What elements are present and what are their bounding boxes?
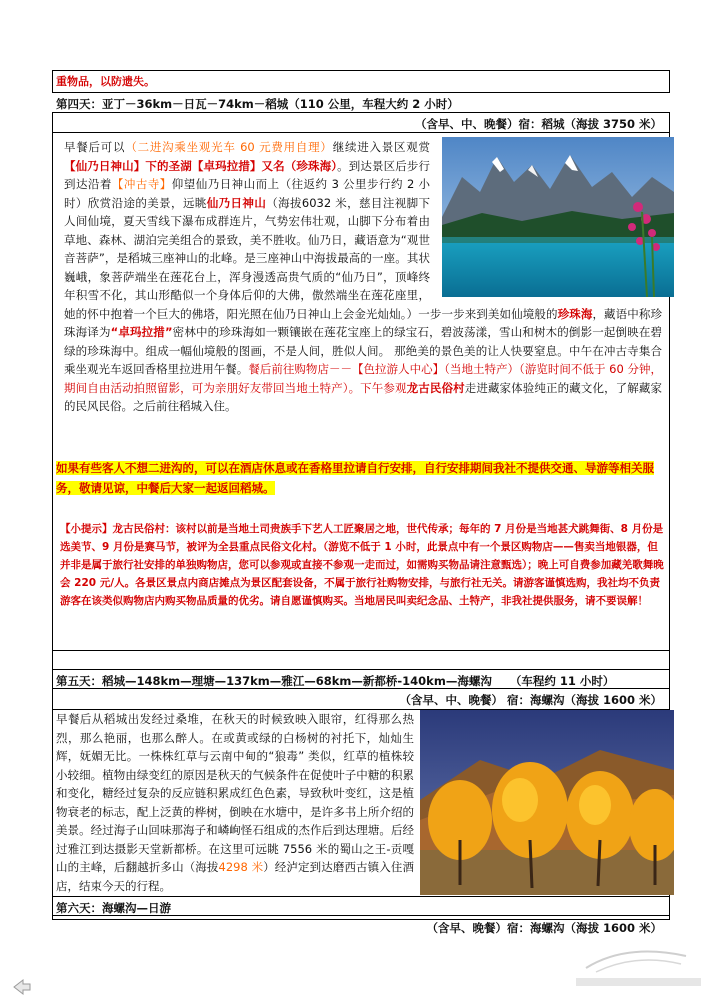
day4-text-4: 仰望仙乃日神山而上（往返约 3 公里步行约 2 小时）欣赏沿途的美景，远眺	[64, 177, 431, 210]
day4-shopping: 餐后前往购物店－－【色拉游人中心】（当地土特产）（游览时间不低于 60 分钟，期间自由活动拍照留影，可为亲朋好友带回当地土特产）。下午参观	[64, 362, 662, 395]
day4-text-7: 密林中的珍珠海如一颗镶嵌在莲花宝座上的绿宝石，碧波荡漾，雪山和树木的倒影一起倒映在碧绿的珍珠海中。组成一幅仙境般的图画，不是人间，胜似人间。 那绝美的景色美的让人快要窒息。中午在冲古寺集合乘坐观光车返回香格里拉进用午餐。	[64, 325, 662, 376]
watermark-logo	[566, 938, 706, 993]
day4-text-6: ，藏语中称珍珠海译为	[64, 306, 663, 339]
day5-route: 第五天：稻城—148km—理塘—137km—雅江—68km—新都桥-140km—海螺沟	[56, 674, 492, 688]
day4-spacer-row	[52, 650, 670, 651]
day5-meals: （含早、中、晚餐） 宿：海螺沟（海拔 1600 米）	[52, 689, 670, 710]
day4-mountain: 仙乃日神山	[206, 195, 267, 210]
day4-pearl-sea: 珍珠海	[557, 306, 593, 321]
day4-text-3: 。到达景区后步行到达沿着	[64, 158, 431, 191]
day4-tip: 【小提示】龙古民俗村：该村以前是当地土司贵族手下艺人工匠聚居之地，世代传承；每年的 7 月份是当地甚犬跳舞街、8 月份是选美节、9 月份是赛马节，被评为全县重点民俗文化村。（游览不低于 1 小时，此景点中有一个景区购物店——售卖当地银器，但并非是属于旅行社安排的单独购物店，您可以参观或直接不参观一走而过，如需购买物品请注意甄选）；晚上可自费参加藏羌歌舞晚会 220 元/人。各景区景点内商店摊点为景区配套设备，不属于旅行社购物安排，与旅行社无关。请游客谨慎选购，我社均不负责游客在该类似购物店内购买物品质量的优劣。请自愿谨慎购买。当地居民叫卖纪念品、土特产，非我社提供服务，请不要误解！	[60, 523, 664, 607]
day5-text-2: ）经泸定到达磨西古镇入住酒店，结束今天的行程。	[56, 860, 414, 893]
day4-holy-lake: 【仙乃日神山】下的圣湖【卓玛拉措】又名（珍珠海）	[64, 158, 338, 173]
day4-village: 龙古民俗村	[406, 380, 465, 395]
day4-warning: 如果有些客人不想二进沟的，可以在酒店休息或在香格里拉请自行安排，自行安排期间我社不提供交通、导游等相关服务，敬请见谅，中餐后大家一起返回稻城。	[56, 461, 654, 495]
day5-header	[52, 669, 670, 689]
day5-text-1: 早餐后从稻城出发经过桑堆，在秋天的时候致映入眼帘，红得那么热烈，那么艳丽，也那么醉人。在或黄或绿的白杨树的衬托下，灿灿生辉，妩媚无比。一株株红草与云南中甸的“狼毒” 类似，红草的植株较小较细。植物由绿变红的原因是秋天的气候条件在促使叶子中糖的积累和变化，糖经过复杂的反应链积累成红色色素，导致秋叶变红，这是植物衰老的标志，配上泛黄的桦树，倒映在水塘中，是许多书上所介绍的美景。经过海子山回味那海子和嶙峋怪石组成的杰作后到达理塘。后经过雅江到达摄影天堂新都桥。在这里可远眺 7556 米的蜀山之王-贡嘎山的主峰，后翻越折多山（海拔	[56, 712, 414, 874]
mountain-lake-photo	[442, 137, 674, 297]
day4-optional-fee: （二进沟乘坐观光车 60 元费用自理）	[125, 140, 333, 154]
day4-text-1: 早餐后可以	[64, 140, 126, 154]
day4-text-2: 继续进入景区观赏	[332, 140, 431, 154]
autumn-trees-photo	[420, 710, 674, 895]
previous-page-arrow-icon[interactable]	[12, 978, 32, 996]
day4-meals: （含早、中、晚餐）宿：稻城（海拔 3750 米）	[52, 113, 670, 133]
day5-altitude: 4298 米	[218, 860, 264, 874]
day6-header: 第六天：海螺沟—日游	[52, 896, 670, 916]
top-fragment: 重物品，以防遗失。	[56, 75, 155, 88]
day4-zhuoma: “卓玛拉措”	[110, 325, 173, 339]
day4-text-5: （海拔6032 米，慈目注视脚下人间仙境，夏天雪线下瀑布成群连片，气势宏伟壮观，山脚下分布着由草地、森林、湖泊完美组合的景致，美不胜收。仙乃日，藏语意为“观世音菩萨”，是稻城三座神山的北峰。是三座神山中海拔最高的一座。其状巍峨，象菩萨端坐在莲花台上，浑身漫透高贵气质的“仙乃日”，顶峰终年积雪不化，其山形酷似一个身体后仰的大佛，傲然端坐在莲花座里，她的怀中抱着一个巨大的佛塔，阳光照在仙乃日神山上会金光灿灿。）一步一步来到美如仙境般的	[64, 195, 558, 321]
day5-duration: （车程约 11 小时）	[509, 674, 615, 688]
day4-temple: 【冲古寺】	[111, 177, 172, 191]
day6-meals: （含早、晚餐）宿：海螺沟（海拔 1600 米）	[426, 921, 662, 935]
day4-header: 第四天：亚丁－36km－日瓦－74km－稻城（110 公里，车程大约 2 小时）	[52, 92, 670, 113]
day4-text-8: 走进藏家体验纯正的藏文化，了解藏家的民风民俗。之后前往稻城入住。	[64, 380, 663, 413]
